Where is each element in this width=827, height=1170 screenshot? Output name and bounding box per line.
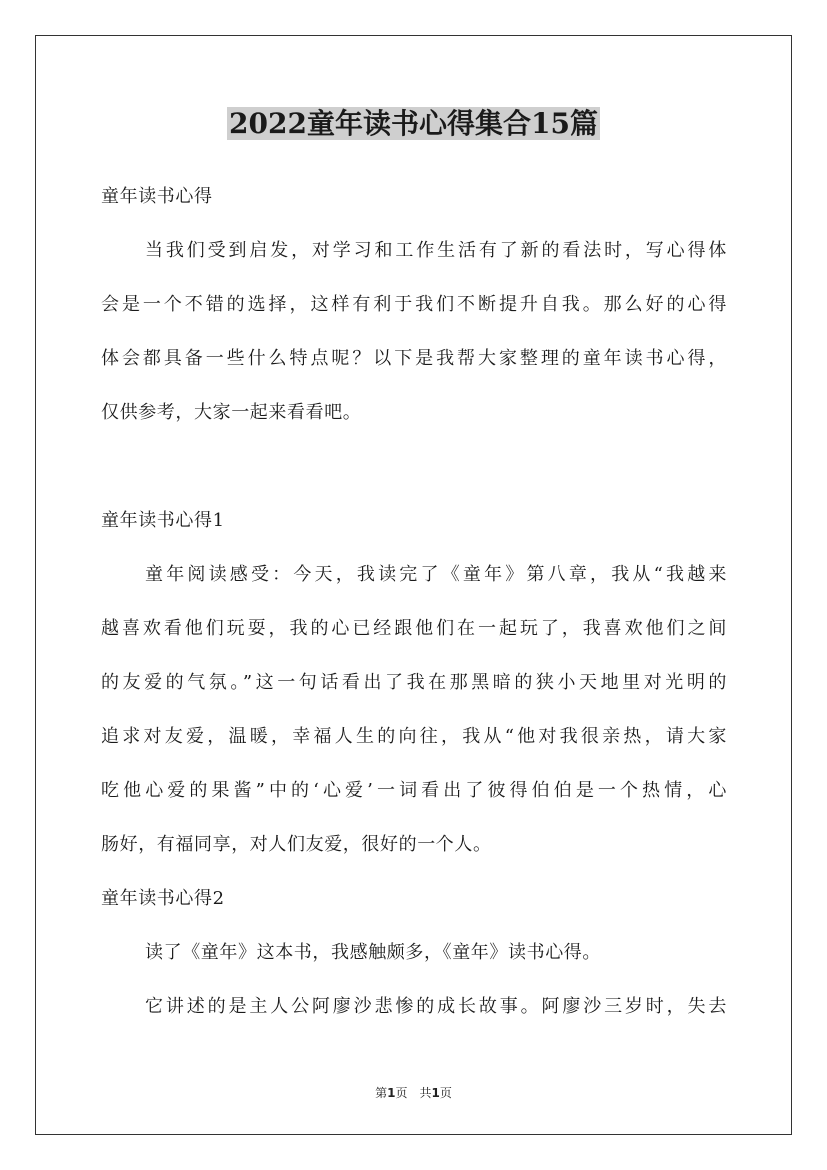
document-title-text: 2022童年读书心得集合15篇: [229, 107, 598, 140]
document-body: [101, 170, 727, 1034]
page-footer: [0, 1084, 827, 1101]
total-page-number: 1: [431, 1086, 440, 1100]
paragraph-line: 童年阅读感受：今天，我读完了《童年》第八章，我从“我越来: [145, 564, 727, 585]
page-mid: 页 共: [395, 1086, 432, 1100]
paragraph-line: 体会都具备一些什么特点呢？以下是我帮大家整理的童年读书心得，: [101, 348, 727, 369]
paragraph-line: 当我们受到启发，对学习和工作生活有了新的看法时，写心得体: [145, 240, 727, 261]
paragraph-line: 的友爱的气氛。”这一句话看出了我在那黑暗的狭小天地里对光明的: [101, 672, 727, 693]
current-page-number: 1: [387, 1086, 396, 1100]
paragraph-line: 追求对友爱，温暖，幸福人生的向往，我从“他对我很亲热，请大家: [101, 726, 727, 747]
section-heading: 童年读书心得1: [101, 510, 225, 531]
paragraph-line: 越喜欢看他们玩耍，我的心已经跟他们在一起玩了，我喜欢他们之间: [101, 618, 727, 639]
page-suffix: 页: [439, 1086, 452, 1100]
paragraph-line: 吃他心爱的果酱”中的‘心爱’一词看出了彼得伯伯是一个热情，心: [101, 780, 727, 801]
section-heading: 童年读书心得2: [101, 888, 225, 909]
paragraph-line: 肠好，有福同享，对人们友爱，很好的一个人。: [101, 834, 492, 855]
paragraph-line: 它讲述的是主人公阿廖沙悲惨的成长故事。阿廖沙三岁时，失去: [145, 996, 727, 1017]
page-prefix: 第: [375, 1086, 388, 1100]
paragraph-line: 仅供参考，大家一起来看看吧。: [101, 402, 362, 423]
section-heading: 童年读书心得: [101, 186, 213, 207]
paragraph-line: 会是一个不错的选择，这样有利于我们不断提升自我。那么好的心得: [101, 294, 727, 315]
blank-line: [101, 440, 727, 494]
document-title: [0, 104, 827, 144]
paragraph-line: 读了《童年》这本书，我感触颇多，《童年》读书心得。: [145, 942, 601, 963]
